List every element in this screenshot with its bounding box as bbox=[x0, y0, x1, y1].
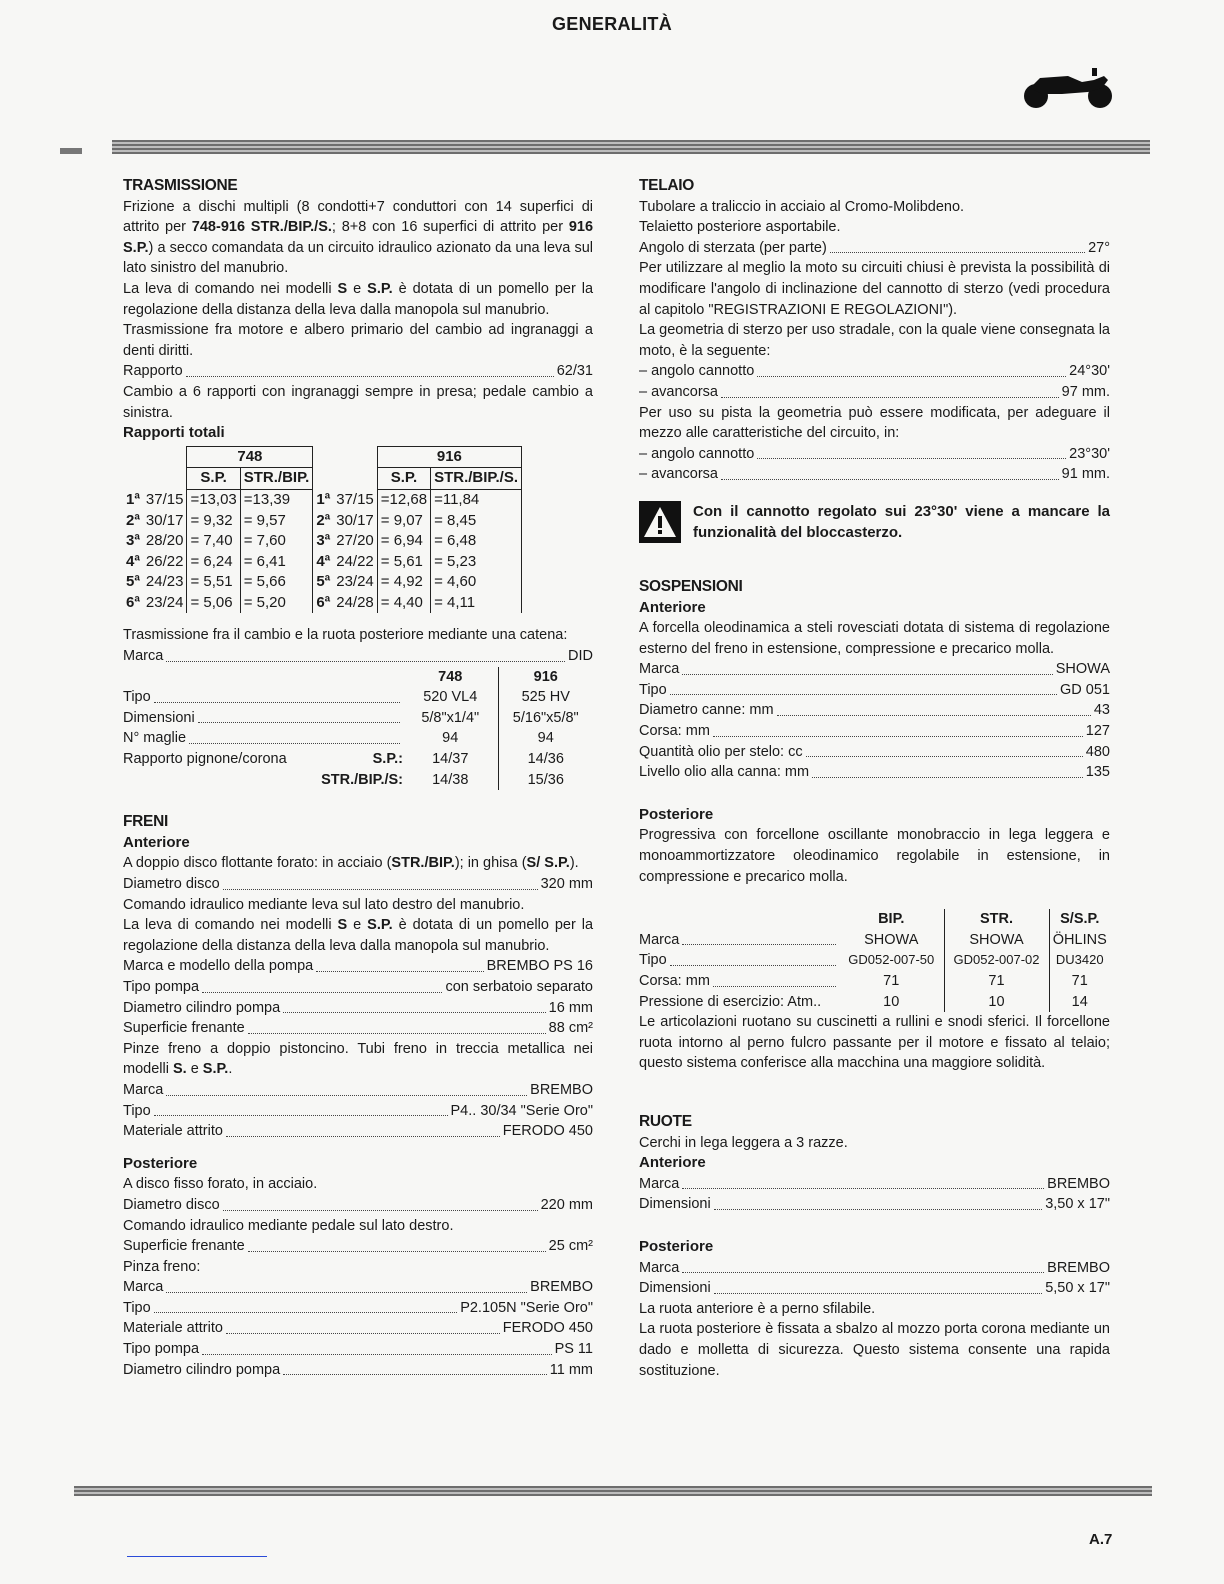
telaio-paragraph: Tubolare a traliccio in acciaio al Cromo-Molibdeno. bbox=[639, 198, 965, 215]
table-row: 5ª 24/23 = 5,51 = 5,66 5ª 23/24 = 4,92 = 4,60 bbox=[123, 572, 522, 593]
spec-row: Diametro disco 220 mm bbox=[123, 1196, 593, 1213]
page-number: A.7 bbox=[1089, 1531, 1113, 1548]
spec-row: Materiale attrito FERODO 450 bbox=[123, 1123, 593, 1140]
warning-box bbox=[639, 501, 1110, 543]
spec-row: Superficie frenante 25 cm² bbox=[123, 1238, 593, 1255]
freni-paragraph: A doppio disco flottante forato: in acciaio (STR./BIP.); in ghisa (S/ S.P.). bbox=[123, 855, 579, 872]
table-row: Rapporto pignone/corona S.P.: 14/37 14/36 bbox=[123, 749, 593, 770]
spec-row: Livello olio alla canna: mm 135 bbox=[639, 764, 1110, 781]
header-rule-left bbox=[60, 148, 82, 154]
ruote-paragraph: La ruota posteriore è fissata a sbalzo al mozzo porta corona mediante un dado e molletta di sicurezza. Questo sistema consente una rapida sostituzione. bbox=[639, 1321, 1110, 1379]
spec-row: Dimensioni 5,50 x 17" bbox=[639, 1280, 1110, 1297]
footer-rule bbox=[74, 1486, 1152, 1496]
spec-row: Marca BREMBO bbox=[123, 1279, 593, 1296]
spec-row: Tipo P2.105N "Serie Oro" bbox=[123, 1299, 593, 1316]
trasmissione-paragraph: Trasmissione fra motore e albero primario del cambio ad ingranaggi a denti diritti. bbox=[123, 322, 593, 359]
left-column bbox=[123, 176, 593, 1380]
table-row: Marca SHOWA SHOWA ÖHLINS bbox=[639, 930, 1110, 951]
subsection-title: Anteriore bbox=[123, 833, 190, 851]
motorcycle-icon bbox=[1022, 66, 1114, 110]
suspension-table: BIP. STR. S/S.P. Marca SHOWA SHOWA ÖHLINS Tipo GD052-007-50 GD052-007-02 DU3420 Corsa: mm 71 71 71 Pressione di esercizio: Atm.. 10 10 14 bbox=[639, 909, 1110, 1012]
sospensioni-paragraph: Progressiva con forcellone oscillante monobraccio in lega leggera e monoammortizzatore oleodinamico regolabile in estensione, in compressione e precarico molla. bbox=[639, 827, 1110, 885]
freni-paragraph: Comando idraulico mediante leva sul lato destro del manubrio. bbox=[123, 896, 525, 913]
telaio-paragraph: Telaietto posteriore asportabile. bbox=[639, 219, 841, 236]
table-row: 4ª 26/22 = 6,24 = 6,41 4ª 24/22 = 5,61 = 5,23 bbox=[123, 552, 522, 573]
spec-row: Dimensioni 3,50 x 17" bbox=[639, 1196, 1110, 1213]
spec-row: Diametro canne: mm 43 bbox=[639, 702, 1110, 719]
spec-row: Materiale attrito FERODO 450 bbox=[123, 1320, 593, 1337]
subsection-title: Posteriore bbox=[639, 1237, 714, 1255]
trasmissione-paragraph: Trasmissione fra il cambio e la ruota posteriore mediante una catena: bbox=[123, 627, 568, 644]
sospensioni-paragraph: Le articolazioni ruotano su cuscinetti a rullini e snodi sferici. Il forcellone ruota intorno al perno fulcro passante per il motore e fissato al telaio; questo sistema conferisce alla macchina una maggiore solidità. bbox=[639, 1014, 1110, 1072]
spec-row: Quantità olio per stelo: cc 480 bbox=[639, 743, 1110, 760]
subsection-title: Posteriore bbox=[123, 1154, 198, 1172]
table-row: 3ª 28/20 = 7,40 = 7,60 3ª 27/20 = 6,94 = 6,48 bbox=[123, 531, 522, 552]
sospensioni-paragraph: A forcella oleodinamica a steli rovesciati dotata di sistema di regolazione esterno del freno in estensione, compressione e precarico molla. bbox=[639, 620, 1110, 657]
telaio-paragraph: Per uso su pista la geometria può essere modificata, per adeguare il mezzo alle caratteristiche del circuito, in: bbox=[639, 404, 1110, 442]
right-column bbox=[639, 176, 1110, 1381]
spec-row: Marca e modello della pompa BREMBO PS 16 bbox=[123, 958, 593, 975]
table-row: N° maglie 94 94 bbox=[123, 728, 593, 749]
spec-row: – avancorsa 91 mm. bbox=[639, 466, 1110, 483]
ruote-paragraph: La ruota anteriore è a perno sfilabile. bbox=[639, 1300, 876, 1317]
spec-row: Corsa: mm 127 bbox=[639, 723, 1110, 740]
spec-row: Marca SHOWA bbox=[639, 661, 1110, 678]
subsection-title: Posteriore bbox=[639, 805, 714, 823]
spec-row: Angolo di sterzata (per parte) 27° bbox=[639, 239, 1110, 256]
footer-link-underline bbox=[127, 1556, 267, 1557]
table-row: STR./BIP./S: 14/38 15/36 bbox=[123, 770, 593, 791]
spec-row: Marca DID bbox=[123, 648, 593, 665]
table-row: Pressione di esercizio: Atm.. 10 10 14 bbox=[639, 992, 1110, 1013]
spec-row: Diametro cilindro pompa 11 mm bbox=[123, 1361, 593, 1378]
trasmissione-paragraph: Cambio a 6 rapporti con ingranaggi sempre in presa; pedale cambio a sinistra. bbox=[123, 383, 593, 421]
section-title-trasmissione: TRASMISSIONE bbox=[123, 177, 238, 194]
spec-row: Marca BREMBO bbox=[639, 1259, 1110, 1276]
subsection-title: Anteriore bbox=[639, 598, 706, 616]
subsection-title: Anteriore bbox=[639, 1154, 706, 1172]
gear-ratio-table: 748 916 S.P. STR./BIP. S.P. STR./BIP./S. 1ª 37/15 =13,03 =13,39 1ª 37/15 =12,68 =11,84 2ª 30/17 = 9,32 = 9,57 2ª 30/17 = 9,07 = 8,45 3ª 28/20 = 7,40 = 7,60 3ª 27/20 = 6,94 = 6,48 4ª 26/22 = 6,24 = 6,41 4ª 24/22 = 5,61 = 5,23 5ª 24/23 = 5,51 = 5,66 5ª 23/24 = 4,92 = 4,60 6ª 23/24 = 5,06 = 5,20 6ª 24/28 = 4,40 = 4,11 bbox=[123, 446, 522, 614]
spec-row: – angolo cannotto 23°30' bbox=[639, 445, 1110, 462]
spec-row: Tipo pompa PS 11 bbox=[123, 1341, 593, 1358]
spec-row: Superficie frenante 88 cm² bbox=[123, 1020, 593, 1037]
table-row: 1ª 37/15 =13,03 =13,39 1ª 37/15 =12,68 =11,84 bbox=[123, 489, 522, 510]
spec-row: Marca BREMBO bbox=[639, 1175, 1110, 1192]
telaio-paragraph: Per utilizzare al meglio la moto su circuiti chiusi è prevista la possibilità di modificare l'angolo di inclinazione del cannotto di sterzo (vedi procedura al capitolo "REGISTRAZIONI E REGOLAZIONI"). bbox=[639, 260, 1110, 318]
subsection-title: Rapporti totali bbox=[123, 424, 225, 442]
trasmissione-paragraph: Frizione a dischi multipli (8 condotti+7 conduttori con 14 superfici di attrito per 748-916 STR./BIP./S.; 8+8 con 16 superfici di attrito per 916 S.P.) a secco comandata da un circuito idraulico azionato da una leva sul lato sinistro del manubrio. bbox=[123, 198, 594, 277]
table-row: 6ª 23/24 = 5,06 = 5,20 6ª 24/28 = 4,40 = 4,11 bbox=[123, 593, 522, 614]
freni-paragraph: Pinza freno: bbox=[123, 1258, 201, 1275]
spec-row: Tipo GD 051 bbox=[639, 681, 1110, 698]
table-row: Dimensioni 5/8"x1/4" 5/16"x5/8" bbox=[123, 708, 593, 729]
spec-row: Diametro cilindro pompa 16 mm bbox=[123, 999, 593, 1016]
telaio-paragraph: La geometria di sterzo per uso stradale, con la quale viene consegnata la moto, è la seguente: bbox=[639, 322, 1110, 359]
section-title-freni: FRENI bbox=[123, 813, 169, 831]
header-rule bbox=[112, 140, 1150, 154]
spec-row: Diametro disco 320 mm bbox=[123, 876, 593, 892]
freni-paragraph: Comando idraulico mediante pedale sul lato destro. bbox=[123, 1217, 454, 1234]
ruote-paragraph: Cerchi in lega leggera a 3 razze. bbox=[639, 1134, 848, 1151]
warning-triangle-icon bbox=[639, 501, 681, 543]
spec-row: Rapporto 62/31 bbox=[123, 363, 593, 380]
spec-row: – angolo cannotto 24°30' bbox=[639, 363, 1110, 380]
table-row: 2ª 30/17 = 9,32 = 9,57 2ª 30/17 = 9,07 = 8,45 bbox=[123, 511, 522, 532]
section-title-ruote: RUOTE bbox=[639, 1112, 692, 1130]
spec-row: Tipo P4.. 30/34 "Serie Oro" bbox=[123, 1102, 593, 1119]
table-row: Corsa: mm 71 71 71 bbox=[639, 971, 1110, 992]
table-row: Tipo 520 VL4 525 HV bbox=[123, 687, 593, 708]
section-title-sospensioni: SOSPENSIONI bbox=[639, 577, 743, 595]
page-header-title: GENERALITÀ bbox=[552, 14, 672, 34]
trasmissione-paragraph: La leva di comando nei modelli S e S.P. è dotata di un pomello per la regolazione della distanza della leva dalla manopola sul manubrio. bbox=[123, 280, 594, 318]
spec-row: Marca BREMBO bbox=[123, 1081, 593, 1098]
freni-paragraph: Pinze freno a doppio pistoncino. Tubi freno in treccia metallica nei modelli S. e S.P.. bbox=[123, 1040, 593, 1078]
table-row: Tipo GD052-007-50 GD052-007-02 DU3420 bbox=[639, 950, 1110, 971]
freni-paragraph: A disco fisso forato, in acciaio. bbox=[123, 1176, 318, 1193]
section-title-telaio: TELAIO bbox=[639, 177, 695, 194]
spec-row: Tipo pompa con serbatoio separato bbox=[123, 978, 593, 995]
spec-row: – avancorsa 97 mm. bbox=[639, 383, 1110, 400]
warning-text: Con il cannotto regolato sui 23°30' viene a mancare la funzionalità del bloccasterzo. bbox=[693, 502, 1110, 541]
freni-paragraph: La leva di comando nei modelli S e S.P. è dotata di un pomello per la regolazione della distanza della leva dalla manopola sul manubrio. bbox=[123, 917, 594, 954]
chain-table: 748 916 Tipo 520 VL4 525 HV Dimensioni 5/8"x1/4" 5/16"x5/8" N° maglie 94 94 Rapporto pignone/corona S.P.: 14/37 14/36 STR./BIP./S: 14/38 15/36 bbox=[123, 667, 593, 791]
